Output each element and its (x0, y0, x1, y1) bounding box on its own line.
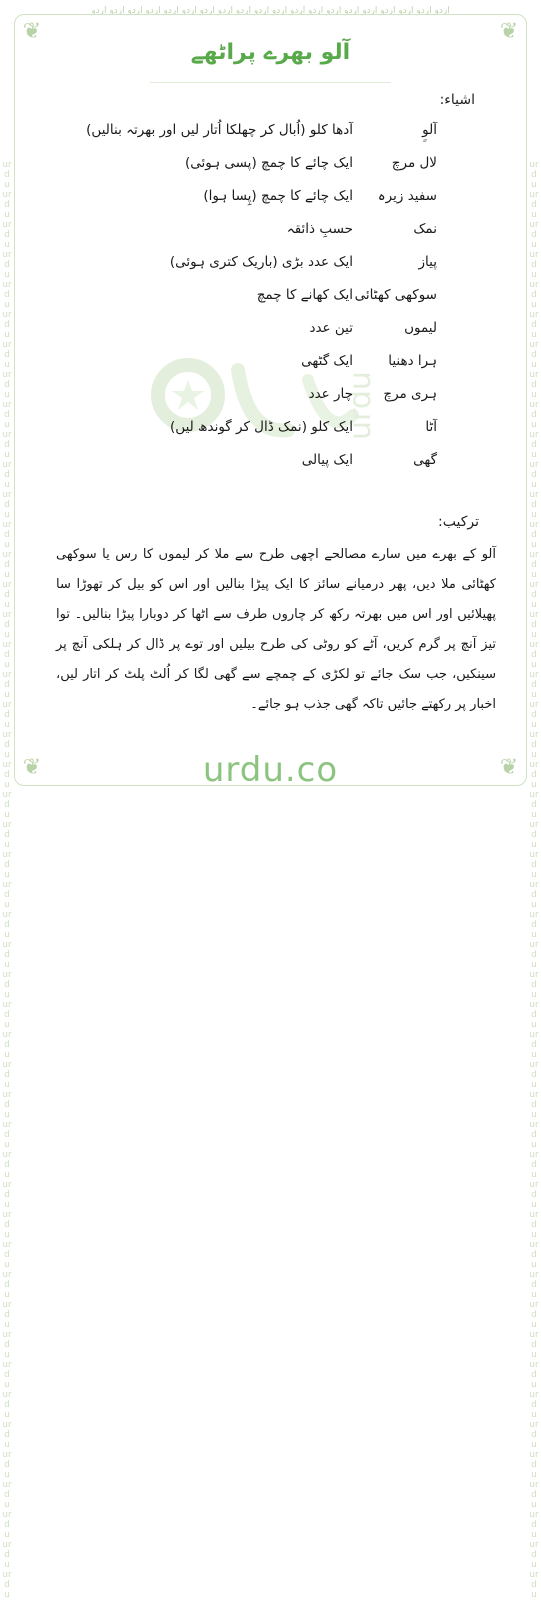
ingredient-quantity: ایک کھانے کا چمچ (256, 287, 353, 303)
ingredient-quantity: ایک پیالی (301, 452, 353, 468)
ingredient-quantity: ایک کلو (نمک ڈال کر گوندھ لیں) (170, 419, 353, 435)
ingredient-name: سوکھی کھٹائی (354, 287, 437, 303)
ingredient-name: ہرا دھنیا (388, 353, 437, 369)
ingredient-quantity: چار عدد (308, 386, 353, 402)
ingredients-heading: اشیاء: (439, 92, 475, 108)
corner-flourish-icon: ❦ (22, 755, 42, 780)
ingredient-name: نمک (413, 221, 437, 237)
ingredient-name: ہری مرچ (383, 386, 437, 402)
top-watermark-strip: اردو اردو اردو اردو اردو اردو اردو اردو اردو اردو اردو اردو اردو اردو اردو اردو اردو اردو اردو اردو (91, 6, 450, 16)
ingredient-row (0, 116, 541, 149)
recipe-title: آلو بھرے پراٹھے (190, 40, 351, 65)
ingredient-quantity: ایک چائے کا چمچ (پسی ہوئی) (184, 155, 353, 171)
ingredient-quantity: آدھا کلو (اُبال کر چھلکا اُتار لیں اور بھرتہ بنالیں) (86, 122, 353, 138)
method-paragraph: آلو کے بھرے میں سارے مصالحے اچھی طرح سے ملا کر لیموں کا رس یا سوکھی کھٹائی ملا دیں، پھر درمیانے سائز کا ایک پیڑا بنالیں اور اس کو بیل کر تھوڑا سا پھیلائیں اور اس میں بھرتہ رکھ کر چاروں طرف سے اٹھا کر دوبارا پیڑا بنالیں۔ توا تیز آنچ پر گرم کریں، آٹے کو روٹی کی طرح بیلیں اور توے پر ڈال کر ہلکی آنچ پر سینکیں، جب سک جائے تو لکڑی کے چمچے سے گھی لگا کر اُلٹ پلٹ کر اتار لیں، اخبار پر رکھتے جائیں تاکہ گھی جذب ہو جائے۔ (56, 547, 496, 712)
method-heading: ترکیب: (438, 514, 479, 530)
left-watermark-strip: urdu urdu urdu urdu urdu urdu urdu urdu urdu urdu urdu urdu urdu urdu urdu urdu urdu urdu urdu urdu urdu urdu urdu urdu urdu urdu urdu urdu urdu urdu urdu urdu urdu urdu urdu urdu urdu urdu urdu urdu urdu urdu urdu urdu urdu urdu urdu urdu (2, 160, 12, 1600)
ingredient-name: آلو (422, 122, 437, 138)
ingredient-row (0, 380, 541, 413)
ingredient-name: پیاز (418, 254, 437, 270)
ingredient-quantity: ایک گٹھی (301, 353, 353, 369)
ingredient-row (0, 446, 541, 479)
ingredient-row (0, 215, 541, 248)
ingredient-name: لیموں (404, 320, 437, 336)
ingredient-name: لال مرچ (391, 155, 437, 171)
corner-flourish-icon: ❦ (22, 19, 42, 44)
ingredient-quantity: ایک چائے کا چمچ (پِسا ہوا) (203, 188, 353, 204)
ingredients-list (0, 116, 541, 479)
ingredient-quantity: حسبِ ذائقہ (286, 221, 353, 237)
ingredient-row (0, 149, 541, 182)
ingredient-row (0, 314, 541, 347)
right-watermark-strip: urdu urdu urdu urdu urdu urdu urdu urdu urdu urdu urdu urdu urdu urdu urdu urdu urdu urdu urdu urdu urdu urdu urdu urdu urdu urdu urdu urdu urdu urdu urdu urdu urdu urdu urdu urdu urdu urdu urdu urdu urdu urdu urdu urdu urdu urdu urdu urdu (529, 160, 539, 1600)
svg-text:urdu: urdu (343, 371, 378, 440)
ingredient-row (0, 347, 541, 380)
ingredient-quantity: ایک عدد بڑی (باریک کتری ہوئی) (169, 254, 353, 270)
brand-footer-logo: urdu.co (202, 750, 339, 790)
corner-flourish-icon: ❦ (499, 19, 519, 44)
ingredient-name: آٹا (425, 419, 437, 435)
ingredient-row (0, 413, 541, 446)
corner-flourish-icon: ❦ (499, 755, 519, 780)
title-underline (150, 82, 391, 83)
ingredient-row (0, 281, 541, 314)
ingredient-row (0, 182, 541, 215)
ingredient-name: گھی (413, 452, 437, 468)
ingredient-quantity: تین عدد (309, 320, 353, 336)
ingredient-name: سفید زیرہ (377, 188, 437, 204)
ingredient-row (0, 248, 541, 281)
